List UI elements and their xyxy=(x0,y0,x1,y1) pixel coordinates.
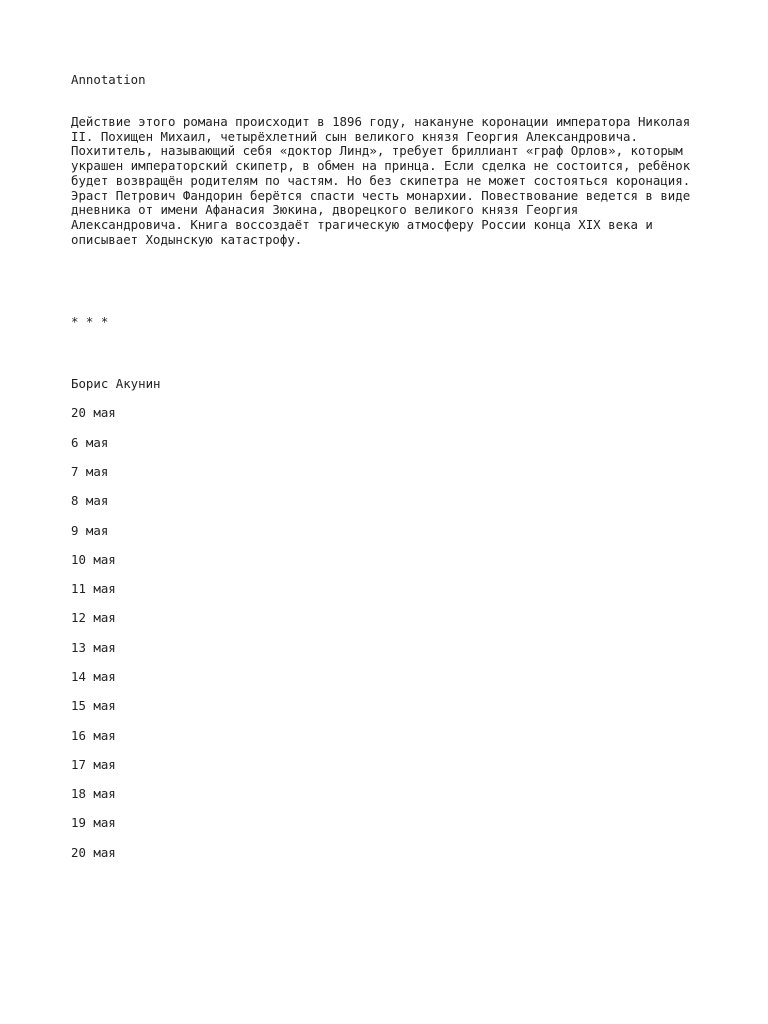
document-page xyxy=(71,71,711,873)
chapter-link[interactable]: 19 мая xyxy=(71,815,116,831)
chapter-link[interactable]: 16 мая xyxy=(71,727,116,743)
annotation-heading: Annotation xyxy=(71,72,146,87)
chapter-link[interactable]: 17 мая xyxy=(71,756,116,772)
annotation-line: Эраст Петрович Фандорин берётся спасти честь монархии. Повествование ведется в виде xyxy=(71,187,691,203)
chapter-link[interactable]: 7 мая xyxy=(71,463,109,479)
annotation-line: описывает Ходынскую катастрофу. xyxy=(71,231,303,247)
annotation-line: дневника от имени Афанасия Зюкина, дворецкого великого князя Георгия xyxy=(71,202,579,218)
annotation-line: Похититель, называющий себя «доктор Линд», требует бриллиант «граф Орлов», которым xyxy=(71,143,683,159)
chapter-link[interactable]: 8 мая xyxy=(71,493,109,509)
annotation-line: будет возвращён родителям по частям. Но без скипетра не может состояться коронация. xyxy=(71,172,691,188)
chapter-link[interactable]: 10 мая xyxy=(71,551,116,567)
annotation-line: Действие этого романа происходит в 1896 году, накануне коронации императора Николая xyxy=(71,114,691,129)
chapter-link[interactable]: 20 мая xyxy=(71,844,116,860)
chapter-link[interactable]: 14 мая xyxy=(71,669,116,684)
chapter-list xyxy=(71,404,711,873)
chapter-link[interactable]: 6 мая xyxy=(71,434,109,450)
annotation-line: II. Похищен Михаил, четырёхлетний сын великого князя Георгия Александровича. xyxy=(71,128,638,144)
chapter-link[interactable]: 20 мая xyxy=(71,405,116,421)
chapter-link[interactable]: 13 мая xyxy=(71,639,116,655)
author-name: Борис Акунин xyxy=(71,376,161,392)
annotation-text xyxy=(71,115,711,247)
chapter-link[interactable]: 12 мая xyxy=(71,610,116,626)
annotation-line: Александровича. Книга воссоздаёт трагическую атмосферу России конца XIX века и xyxy=(71,216,653,232)
chapter-link[interactable]: 15 мая xyxy=(71,698,116,714)
chapter-link[interactable]: 18 мая xyxy=(71,786,116,802)
chapter-link[interactable]: 11 мая xyxy=(71,581,116,597)
section-separator: * * * xyxy=(71,314,109,330)
annotation-line: украшен императорский скипетр, в обмен на принца. Если сделка не состоится, ребёнок xyxy=(71,158,691,174)
chapter-link[interactable]: 9 мая xyxy=(71,522,109,538)
